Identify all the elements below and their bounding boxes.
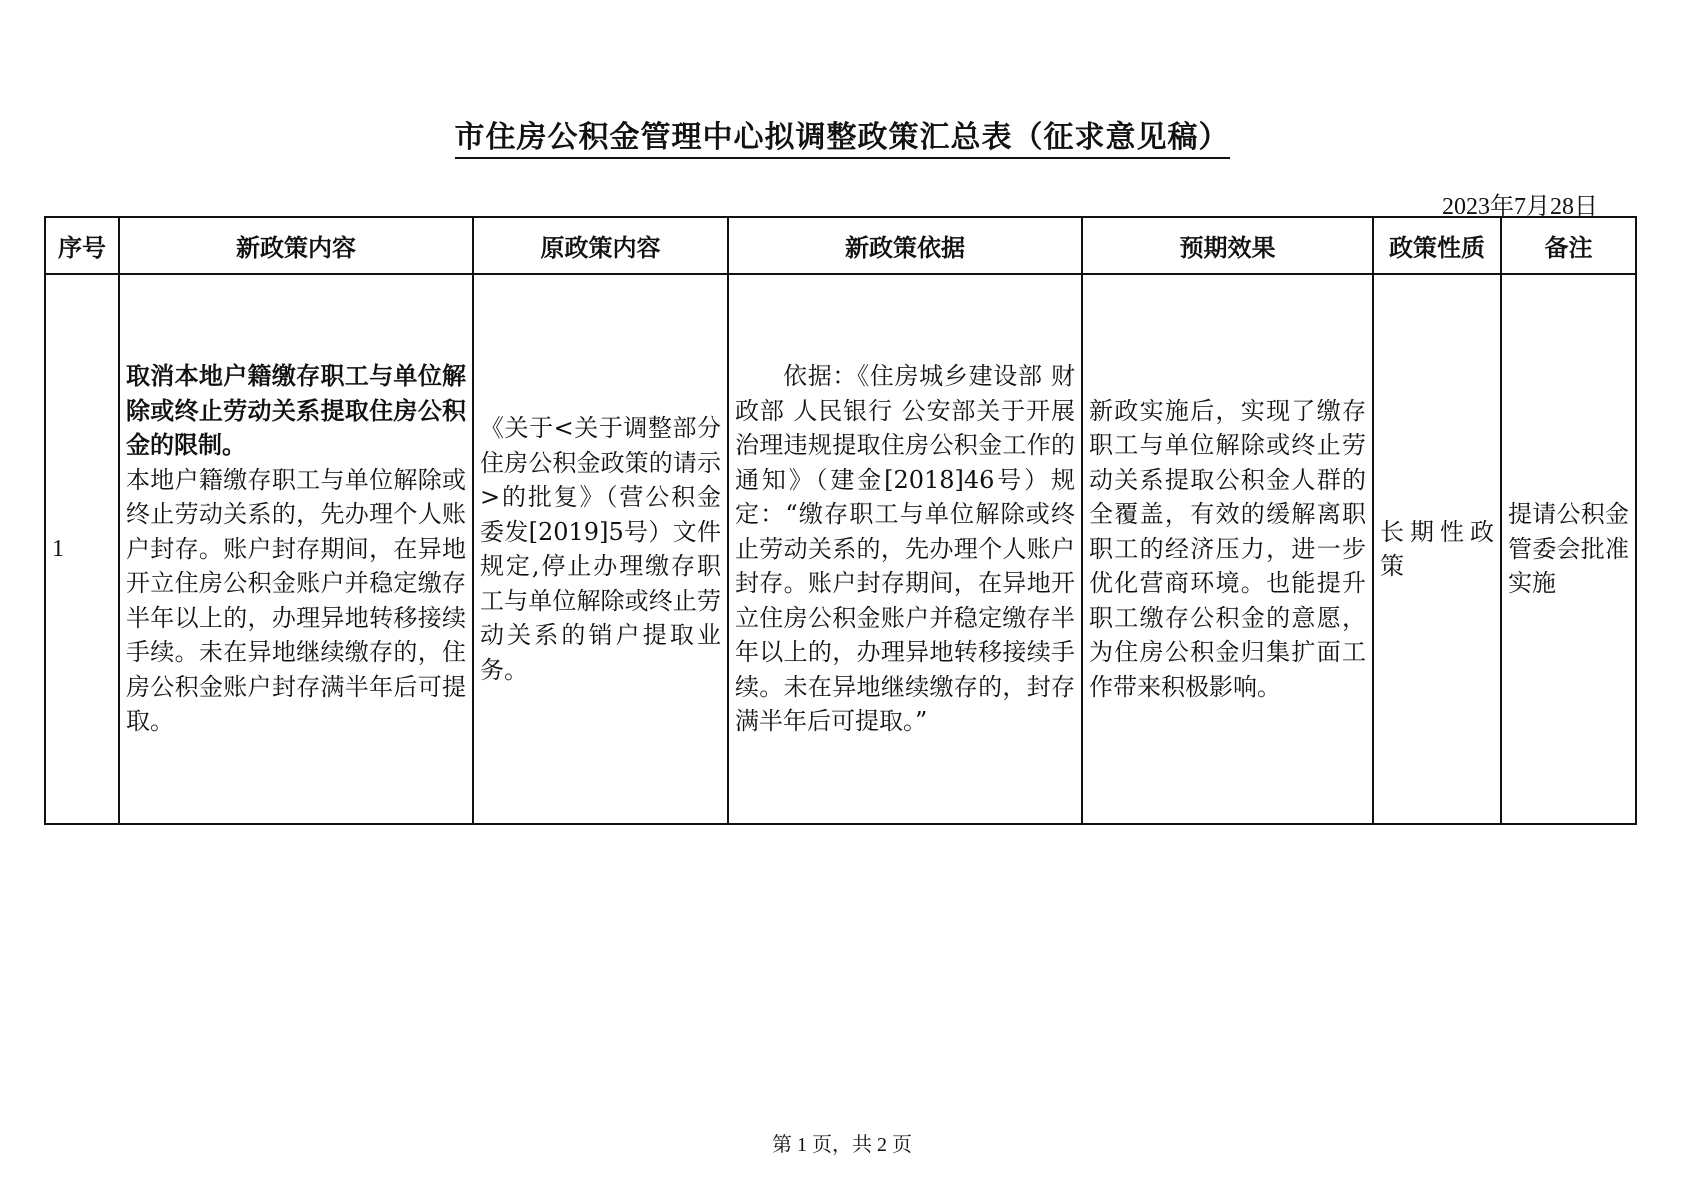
cell-remark: 提请公积金管委会批准实施 [1501, 274, 1636, 824]
header-basis: 新政策依据 [728, 217, 1082, 274]
cell-effect: 新政实施后，实现了缴存职工与单位解除或终止劳动关系提取公积金人群的全覆盖，有效的缓解离职职工的经济压力，进一步优化营商环境。也能提升职工缴存公积金的意愿，为住房公积金归集扩面工作带来积极影响。 [1082, 274, 1373, 824]
header-nature: 政策性质 [1373, 217, 1501, 274]
cell-basis: 依据：《住房城乡建设部 财政部 人民银行 公安部关于开展治理违规提取住房公积金工作的通知》（建金[2018]46号）规定：“缴存职工与单位解除或终止劳动关系的，先办理个人账户封存。账户封存期间，在异地开立住房公积金账户并稳定缴存半年以上的，办理异地转移接续手续。未在异地继续缴存的，封存满半年后可提取。” [728, 274, 1082, 824]
cell-original-policy: 《关于<关于调整部分住房公积金政策的请示>的批复》（营公积金委发[2019]5号）文件规定,停止办理缴存职工与单位解除或终止劳动关系的销户提取业务。 [473, 274, 728, 824]
page-footer: 第 1 页，共 2 页 [772, 1134, 912, 1156]
header-effect: 预期效果 [1082, 217, 1373, 274]
table-header-row [45, 217, 1636, 274]
header-new-policy: 新政策内容 [119, 217, 473, 274]
header-remark: 备注 [1501, 217, 1636, 274]
header-original-policy: 原政策内容 [473, 217, 728, 274]
cell-no: 1 [45, 274, 119, 824]
document-title [0, 112, 1684, 156]
cell-nature: 长期性政策 [1373, 274, 1501, 824]
new-policy-title: 取消本地户籍缴存职工与单位解除或终止劳动关系提取住房公积金的限制。 [126, 362, 466, 460]
document-title-text: 市住房公积金管理中心拟调整政策汇总表（征求意见稿） [455, 120, 1230, 159]
table-row [45, 274, 1636, 824]
header-no: 序号 [45, 217, 119, 274]
policy-table [44, 216, 1637, 825]
new-policy-body: 本地户籍缴存职工与单位解除或终止劳动关系的，先办理个人账户封存。账户封存期间，在异地开立住房公积金账户并稳定缴存半年以上的，办理异地转移接续手续。未在异地继续缴存的，住房公积金账户封存满半年后可提取。 [126, 465, 466, 736]
cell-new-policy [119, 274, 473, 824]
document-date: 2023年7月28日 [1442, 194, 1598, 220]
